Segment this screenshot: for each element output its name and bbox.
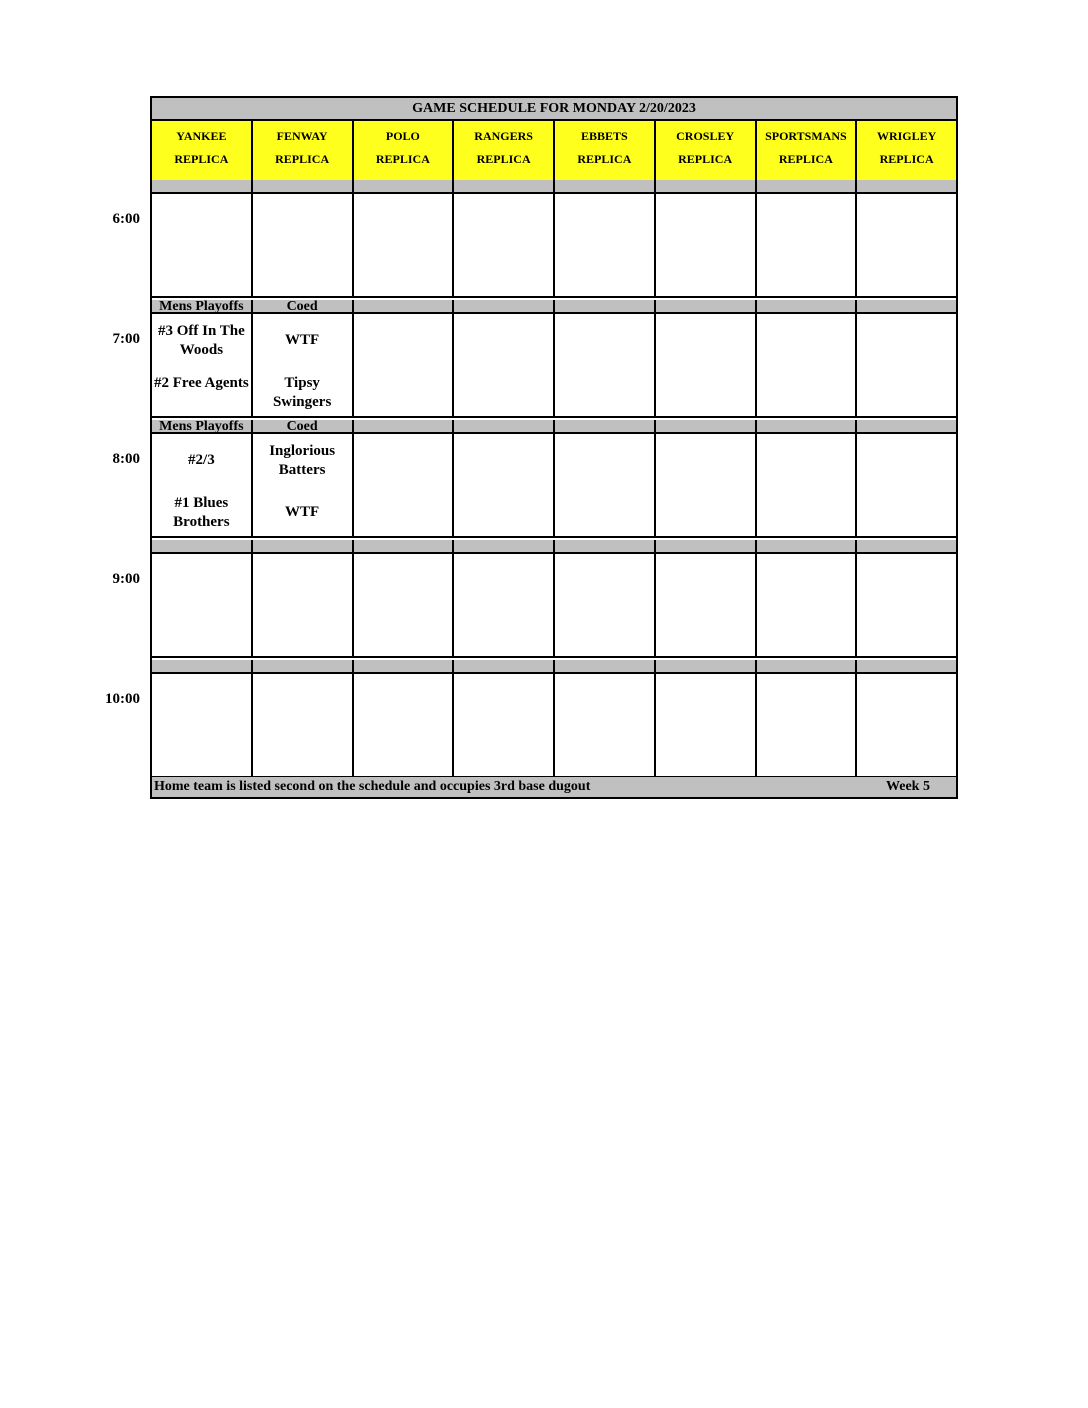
- field-name: CROSLEY: [676, 129, 735, 143]
- game-cell: [857, 554, 956, 656]
- game-cell: [757, 194, 858, 296]
- game-cell: [354, 434, 455, 536]
- home-team: Tipsy Swingers: [272, 375, 332, 410]
- field-subtitle: REPLICA: [678, 152, 733, 166]
- division-label: [555, 660, 656, 672]
- game-cell: [656, 314, 757, 416]
- division-bar: [152, 420, 956, 434]
- field-header: [454, 121, 555, 180]
- field-subtitle: REPLICA: [778, 152, 833, 166]
- away-team: #3 Off In The Woods: [157, 323, 245, 358]
- division-bar: [152, 180, 956, 194]
- division-label: [757, 180, 858, 192]
- game-cell: [857, 194, 956, 296]
- division-label: [354, 660, 455, 672]
- game-cell: [857, 434, 956, 536]
- game-cell: [757, 314, 858, 416]
- field-header: [555, 121, 656, 180]
- game-cell: [555, 434, 656, 536]
- division-label: Coed: [253, 300, 354, 312]
- game-cell: [656, 674, 757, 776]
- game-cell: [354, 674, 455, 776]
- game-cell: [152, 434, 253, 536]
- division-label: [354, 180, 455, 192]
- game-cell: [656, 554, 757, 656]
- time-label-6: 6:00: [112, 211, 140, 227]
- division-label: [656, 300, 757, 312]
- game-cell: [253, 314, 354, 416]
- division-bar: [152, 660, 956, 674]
- field-header: [152, 121, 253, 180]
- division-label: [152, 180, 253, 192]
- division-label: [454, 180, 555, 192]
- field-name: YANKEE: [176, 129, 227, 143]
- away-team: Inglorious Batters: [269, 443, 336, 478]
- home-team-note: Home team is listed second on the schedule and occupies 3rd base dugout: [154, 779, 591, 794]
- division-label: [253, 540, 354, 552]
- division-label: [354, 540, 455, 552]
- division-label: [857, 180, 956, 192]
- division-label: [253, 180, 354, 192]
- division-label: Coed: [253, 420, 354, 432]
- field-name: FENWAY: [276, 129, 328, 143]
- game-cell: [253, 434, 354, 536]
- game-cell: [757, 674, 858, 776]
- game-cell: [152, 314, 253, 416]
- game-cell: [757, 554, 858, 656]
- game-cell: [454, 674, 555, 776]
- time-label-8: 8:00: [112, 451, 140, 467]
- game-cell: [354, 194, 455, 296]
- home-team: #2 Free Agents: [154, 375, 249, 391]
- time-slot-row: [152, 194, 956, 298]
- game-cell: [354, 554, 455, 656]
- division-label: [757, 660, 858, 672]
- time-slot-row: [152, 314, 956, 418]
- game-cell: [454, 434, 555, 536]
- division-label: Mens Playoffs: [152, 300, 253, 312]
- game-cell: [757, 434, 858, 536]
- away-team: WTF: [285, 332, 320, 348]
- field-name: EBBETS: [581, 129, 628, 143]
- division-label: [857, 660, 956, 672]
- division-label: [656, 540, 757, 552]
- division-bar: [152, 540, 956, 554]
- game-cell: [354, 314, 455, 416]
- time-label-10: 10:00: [105, 691, 140, 707]
- division-label: [555, 180, 656, 192]
- schedule-table: [150, 96, 958, 799]
- game-cell: [454, 554, 555, 656]
- game-cell: [555, 674, 656, 776]
- division-label: [857, 540, 956, 552]
- game-cell: [152, 554, 253, 656]
- week-label: Week 5: [886, 779, 930, 794]
- time-slot-row: [152, 434, 956, 538]
- game-cell: [555, 314, 656, 416]
- field-subtitle: REPLICA: [879, 152, 934, 166]
- home-team: #1 Blues Brothers: [173, 495, 230, 530]
- field-header: [656, 121, 757, 180]
- division-label: [656, 660, 757, 672]
- division-label: [555, 540, 656, 552]
- schedule-title: GAME SCHEDULE FOR MONDAY 2/20/2023: [152, 98, 956, 121]
- division-label: [656, 180, 757, 192]
- division-label: [454, 300, 555, 312]
- time-label-7: 7:00: [112, 331, 140, 347]
- field-subtitle: REPLICA: [275, 152, 330, 166]
- game-cell: [454, 194, 555, 296]
- division-label: [354, 420, 455, 432]
- game-cell: [555, 554, 656, 656]
- field-subtitle: REPLICA: [375, 152, 430, 166]
- away-team: #2/3: [188, 452, 215, 468]
- game-cell: [253, 554, 354, 656]
- game-cell: [253, 194, 354, 296]
- division-label: [354, 300, 455, 312]
- division-bar: [152, 300, 956, 314]
- schedule-footer: [152, 777, 956, 797]
- division-label: [656, 420, 757, 432]
- game-cell: [857, 674, 956, 776]
- division-label: [555, 300, 656, 312]
- game-cell: [555, 194, 656, 296]
- division-label: [454, 420, 555, 432]
- division-label: [555, 420, 656, 432]
- field-header: [857, 121, 956, 180]
- field-subtitle: REPLICA: [577, 152, 632, 166]
- division-label: [757, 540, 858, 552]
- field-name: WRIGLEY: [876, 129, 937, 143]
- game-cell: [454, 314, 555, 416]
- game-cell: [656, 434, 757, 536]
- division-label: [454, 540, 555, 552]
- division-label: [454, 660, 555, 672]
- field-name: POLO: [385, 129, 420, 143]
- field-header-row: [152, 121, 956, 182]
- game-cell: [152, 674, 253, 776]
- field-name: SPORTSMANS: [765, 129, 847, 143]
- game-cell: [857, 314, 956, 416]
- division-label: [857, 300, 956, 312]
- game-cell: [253, 674, 354, 776]
- game-cell: [152, 194, 253, 296]
- division-label: [152, 660, 253, 672]
- time-slot-row: [152, 554, 956, 658]
- field-header: [757, 121, 858, 180]
- division-label: [757, 420, 858, 432]
- division-label: [857, 420, 956, 432]
- division-label: [152, 540, 253, 552]
- field-header: [253, 121, 354, 180]
- home-team: WTF: [285, 504, 320, 520]
- division-label: [757, 300, 858, 312]
- field-header: [354, 121, 455, 180]
- field-subtitle: REPLICA: [476, 152, 531, 166]
- field-name: RANGERS: [474, 129, 533, 143]
- division-label: [253, 660, 354, 672]
- game-cell: [656, 194, 757, 296]
- time-slot-row: [152, 674, 956, 778]
- time-label-9: 9:00: [112, 571, 140, 587]
- field-subtitle: REPLICA: [174, 152, 229, 166]
- division-label: Mens Playoffs: [152, 420, 253, 432]
